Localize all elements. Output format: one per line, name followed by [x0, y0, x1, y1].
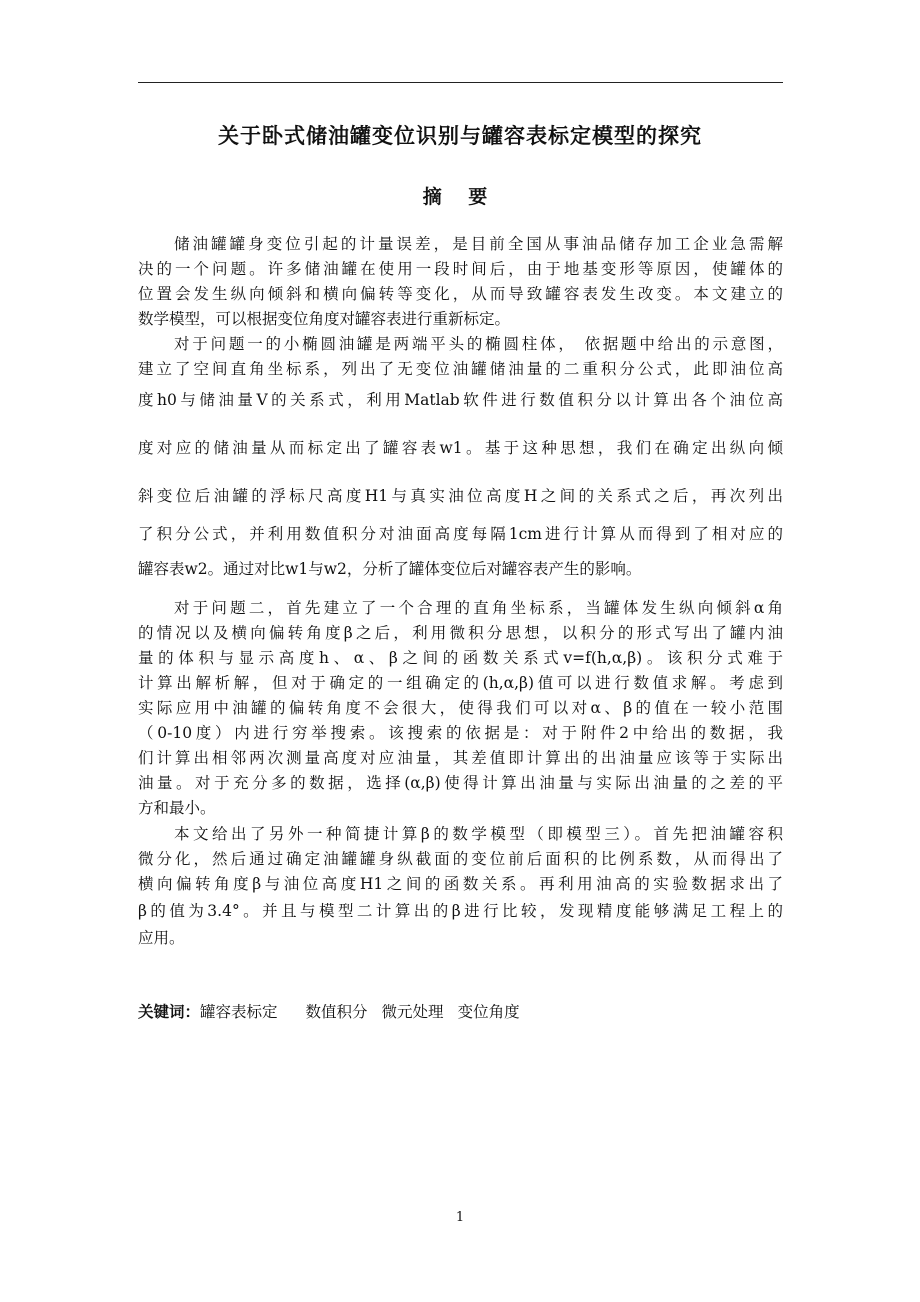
abstract-line: 的情况以及横向偏转角度β之后，利用微积分思想，以积分的形式写出了罐内油: [138, 624, 783, 642]
abstract-line: β的值为3.4°。并且与模型二计算出的β进行比较，发现精度能够满足工程上的: [138, 902, 783, 920]
abstract-line: 本文给出了另外一种简捷计算β的数学模型（即模型三）。首先把油罐容积: [174, 825, 783, 843]
abstract-line: 量的体积与显示高度h、α、β之间的函数关系式v=f(h,α,β)。该积分式难于: [138, 649, 783, 667]
keyword: 罐容表标定: [200, 1003, 278, 1021]
abstract-line: 方和最小。: [138, 799, 216, 817]
abstract-line: 应用。: [138, 929, 185, 947]
keyword: 数值积分: [305, 1003, 368, 1021]
abstract-line: 建立了空间直角坐标系，列出了无变位油罐储油量的二重积分公式，此即油位高: [138, 360, 783, 378]
abstract-line: （0-10度）内进行穷举搜索。该搜索的依据是：对于附件2中给出的数据，我: [138, 724, 783, 742]
abstract-line: 决的一个问题。许多储油罐在使用一段时间后，由于地基变形等原因，使罐体的: [138, 260, 783, 278]
abstract-line: 计算出解析解，但对于确定的一组确定的(h,α,β)值可以进行数值求解。考虑到: [138, 674, 783, 692]
abstract-line: 横向偏转角度β与油位高度H1之间的函数关系。再利用油高的实验数据求出了: [138, 875, 783, 893]
abstract-line: 对于问题二，首先建立了一个合理的直角坐标系，当罐体发生纵向倾斜α角: [174, 599, 783, 617]
abstract-line: 储油罐罐身变位引起的计量误差，是目前全国从事油品储存加工企业急需解: [174, 235, 783, 253]
abstract-line: 对于问题一的小椭圆油罐是两端平头的椭圆柱体， 依据题中给出的示意图，: [174, 335, 783, 353]
abstract-line: 度对应的储油量从而标定出了罐容表w1。基于这种思想，我们在确定出纵向倾: [138, 439, 783, 457]
page-number: 1: [455, 1210, 465, 1225]
header-rule: [138, 82, 783, 83]
abstract-line: 实际应用中油罐的偏转角度不会很大，使得我们可以对α、β的值在一较小范围: [138, 699, 783, 717]
keywords-row: [138, 1000, 534, 1022]
keyword: 变位角度: [457, 1003, 520, 1021]
abstract-heading: 摘 要: [422, 186, 498, 208]
paper-title: 关于卧式储油罐变位识别与罐容表标定模型的探究: [218, 124, 702, 148]
abstract-line: 们计算出相邻两次测量高度对应油量，其差值即计算出的出油量应该等于实际出: [138, 749, 783, 767]
abstract-line: 位置会发生纵向倾斜和横向偏转等变化，从而导致罐容表发生改变。本文建立的: [138, 285, 783, 303]
abstract-line: 罐容表w2。通过对比w1与w2，分析了罐体变位后对罐容表产生的影响。: [138, 560, 642, 578]
keywords-label: 关键词：: [138, 1003, 201, 1021]
abstract-line: 了积分公式，并利用数值积分对油面高度每隔1cm进行计算从而得到了相对应的: [138, 525, 783, 543]
keyword: 微元处理: [381, 1003, 444, 1021]
abstract-line: 度h0与储油量V的关系式，利用Matlab软件进行数值积分以计算出各个油位高: [138, 391, 783, 409]
abstract-line: 数学模型，可以根据变位角度对罐容表进行重新标定。: [138, 310, 511, 328]
abstract-line: 油量。对于充分多的数据，选择(α,β)使得计算出油量与实际出油量的之差的平: [138, 774, 783, 792]
abstract-line: 斜变位后油罐的浮标尺高度H1与真实油位高度H之间的关系式之后，再次列出: [138, 487, 783, 505]
abstract-line: 微分化，然后通过确定油罐罐身纵截面的变位前后面积的比例系数，从而得出了: [138, 850, 783, 868]
